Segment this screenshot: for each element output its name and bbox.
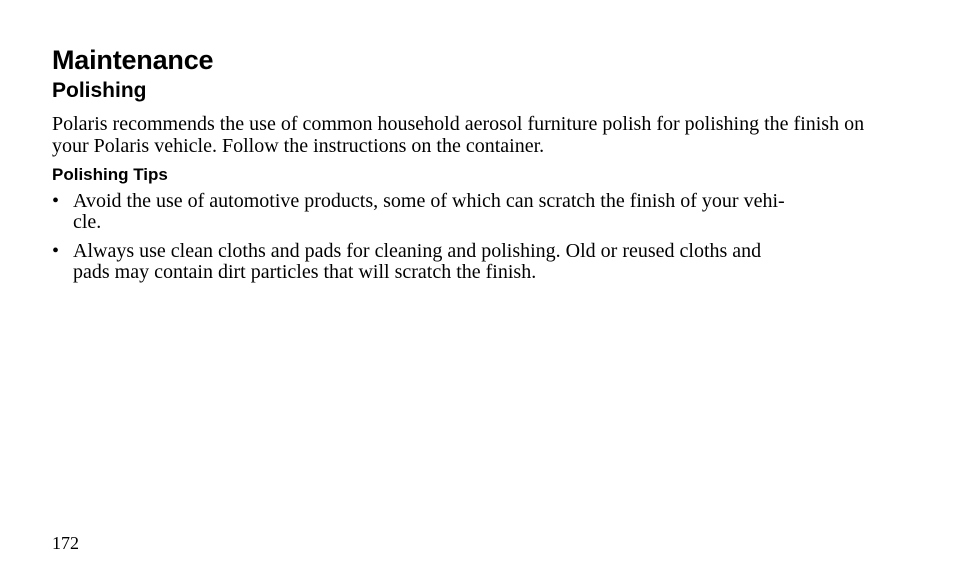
tip-text-line: pads may contain dirt particles that will scratch the finish. [73, 261, 537, 283]
tips-title: Polishing Tips [52, 165, 168, 184]
tip-text-line: Always use clean cloths and pads for cleaning and polishing. Old or reused cloths and [73, 240, 762, 262]
tip-text-line: Avoid the use of automotive products, some of which can scratch the finish of your vehi- [73, 190, 785, 212]
list-item [52, 191, 873, 233]
bullet-icon: • [52, 240, 60, 262]
bullet-icon: • [52, 190, 60, 212]
page-number: 172 [52, 533, 79, 553]
chapter-title: Maintenance [52, 45, 214, 75]
tip-text-line: cle. [73, 211, 102, 233]
section-title: Polishing [52, 79, 147, 102]
page-content [52, 44, 892, 291]
tips-list [52, 191, 892, 283]
section-intro: Polaris recommends the use of common household aerosol furniture polish for polishing the finish on your Polaris vehicle. Follow the instructions on the container. [52, 113, 865, 157]
list-item [52, 241, 873, 283]
